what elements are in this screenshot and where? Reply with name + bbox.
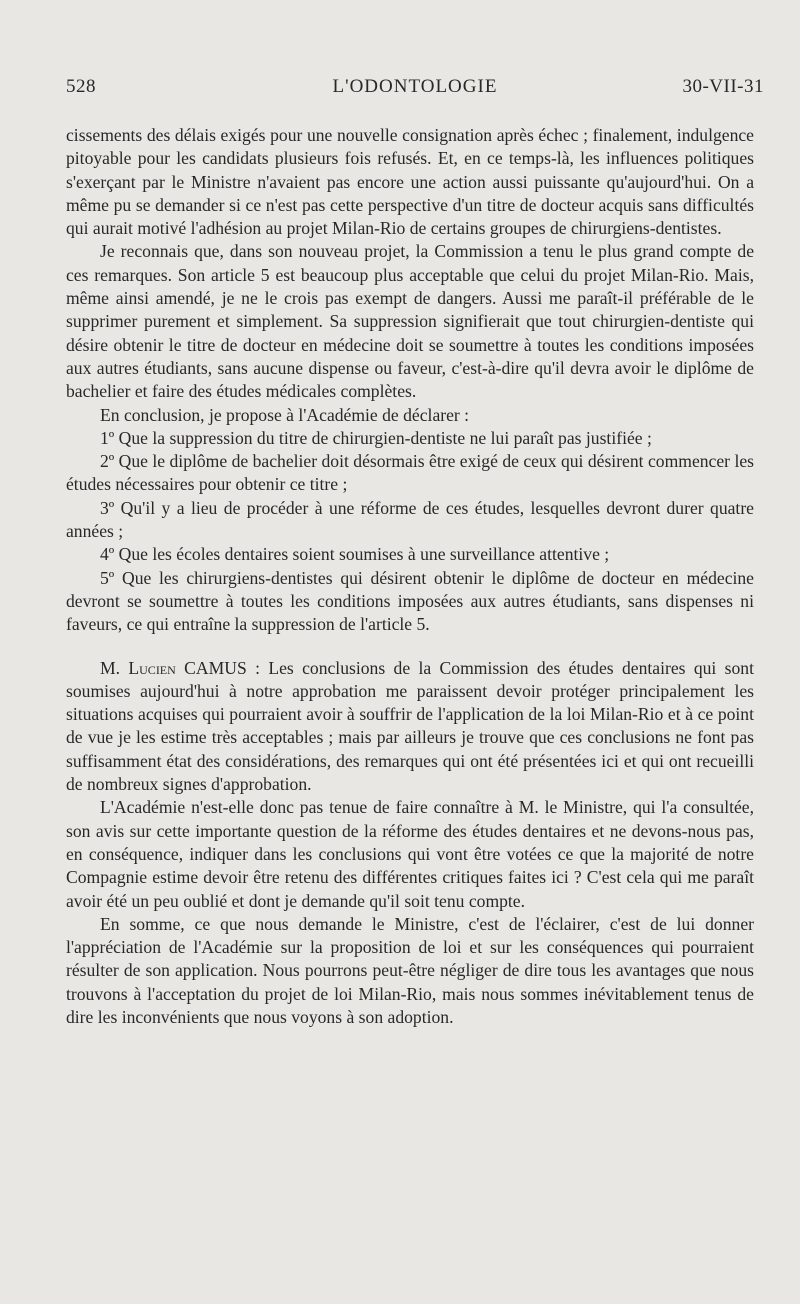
paragraph: L'Académie n'est-elle donc pas tenue de faire connaître à M. le Ministre, qui l'a consultée, son avis sur cette importante question de la réforme des études dentaires et ne devons-nous pas, en conséquence, indiquer dans les conclusions qui vont être votées ce que la majorité de notre Compagnie estime devoir être retenu des différentes critiques faites ici ? C'est cela qui me paraît avoir été un peu oublié et dont je demande qu'il soit tenu compte. [66,797,754,911]
running-header [66,76,764,106]
conclusion-item: 4º Que les écoles dentaires soient soumises à une surveillance attentive ; [100,544,610,565]
speaker-name: M. Lucien CAMUS : [100,657,260,678]
paragraph: En somme, ce que nous demande le Ministre, c'est de l'éclairer, c'est de lui donner l'appréciation de l'Académie sur la proposition de loi et sur les conséquences qui pourraient résulter de son application. Nous pourrons peut-être négliger de dire tous les avantages que nous trouvons à l'acceptation du projet de loi Milan-Rio, mais nous sommes inévitablement tenus de dire les inconvénients que nous voyons à son adoption. [66,913,754,1027]
paragraph-continued: cissements des délais exigés pour une nouvelle consignation après échec ; finalement, indulgence pitoyable pour les candidats plusieurs fois refusés. Et, en ce temps-là, les influences politiques s'exerçant par le Ministre n'avaient pas encore une action aussi puissante qu'aujourd'hui. On a même pu se demander si ce n'est pas cette perspective d'un titre de docteur acquis sans difficultés qui aurait motivé l'adhésion au projet Milan-Rio de certains groupes de chirurgiens-dentistes. [66,125,754,239]
speaker-text: Les conclusions de la Commission des études dentaires qui sont soumises aujourd'hui à notre approbation me paraissent devoir protéger principalement les situations acquises qui pourraient avoir à souffrir de l'application de la loi Milan-Rio et à ce point de vue je les estime très acceptables ; mais par ailleurs je trouve que ces conclusions ne font pas suffisamment état des considérations, des remarques qui ont été présentées ici et qui ont recueilli de nombreux signes d'approbation. [66,657,754,795]
conclusion-item: 1º Que la suppression du titre de chirurgien-dentiste ne lui paraît pas justifiée ; [100,427,652,448]
page-number: 528 [66,76,96,97]
journal-title: L'ODONTOLOGIE [332,76,498,97]
paragraph: En conclusion, je propose à l'Académie de déclarer : [100,404,470,425]
conclusion-item: 3º Qu'il y a lieu de procéder à une réforme de ces études, lesquelles devront durer quatre années ; [66,497,754,542]
conclusion-item: 2º Que le diplôme de bachelier doit désormais être exigé de ceux qui désirent commencer les études nécessaires pour obtenir ce titre ; [66,451,754,495]
paragraph: Je reconnais que, dans son nouveau projet, la Commission a tenu le plus grand compte de ces remarques. Son article 5 est beaucoup plus acceptable que celui du projet Milan-Rio. Mais, même ainsi amendé, je ne le crois pas exempt de dangers. Aussi me paraît-il préférable de le supprimer purement et simplement. Sa suppression signifierait que tout chirurgien-dentiste qui désire obtenir le titre de docteur en médecine doit se soumettre à toutes les conditions imposées aux autres étudiants, sans aucune dispense ou faveur, c'est-à-dire qu'il devra avoir le diplôme de bachelier et faire des études médicales complètes. [66,241,754,402]
conclusion-item: 5º Que les chirurgiens-dentistes qui désirent obtenir le diplôme de docteur en médecine devront se soumettre à toutes les conditions imposées aux autres étudiants, sans dispenses ni faveurs, ce qui entraîne la suppression de l'article 5. [66,567,754,635]
issue-date: 30-VII-31 [682,76,764,97]
speaker-paragraph [66,657,754,797]
body-text [66,124,754,1029]
